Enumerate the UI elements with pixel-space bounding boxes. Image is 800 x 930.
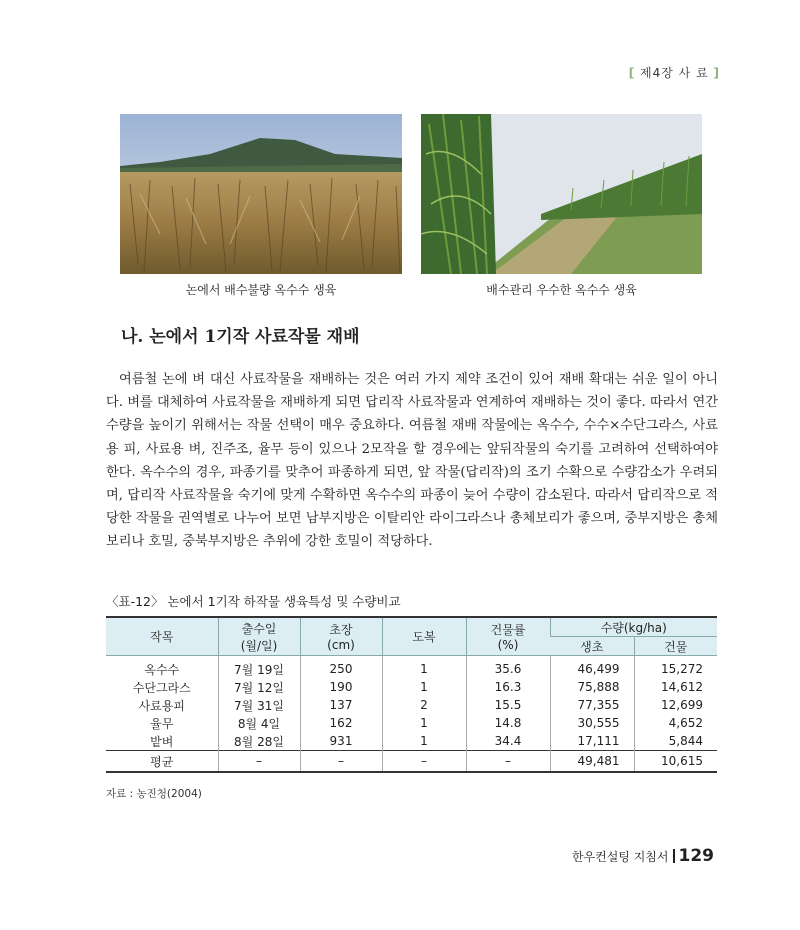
header-height-unit: (cm) <box>327 638 355 652</box>
header-lodging: 도복 <box>382 617 466 656</box>
chapter-label: 제4장 사 료 <box>640 66 709 80</box>
cell-fresh: 49,481 <box>550 751 634 773</box>
cell-dry-matter: 34.4 <box>466 732 550 751</box>
cell-dry-matter: 16.3 <box>466 678 550 696</box>
cell-height: – <box>300 751 382 773</box>
cell-date: 8월 4일 <box>218 714 300 732</box>
book-title: 한우컨설팅 지침서 <box>571 850 669 864</box>
cell-fresh: 46,499 <box>550 656 634 679</box>
bracket-left-icon: [ <box>628 66 636 80</box>
cell-lodging: 1 <box>382 714 466 732</box>
page-footer <box>572 846 714 866</box>
cell-crop: 사료용피 <box>138 698 185 713</box>
cell-dry-matter: – <box>466 751 550 773</box>
cell-height: 190 <box>300 678 382 696</box>
cell-height: 250 <box>300 656 382 679</box>
cell-date: 7월 19일 <box>218 656 300 679</box>
cell-height: 137 <box>300 696 382 714</box>
cell-dry: 14,612 <box>634 678 717 696</box>
table-average-row <box>106 751 717 773</box>
cell-dry: 5,844 <box>634 732 717 751</box>
cell-lodging: 2 <box>382 696 466 714</box>
table-row <box>106 696 717 714</box>
table-caption: 〈표-12〉 논에서 1기작 하작물 생육특성 및 수량비교 <box>106 594 401 609</box>
cell-height: 162 <box>300 714 382 732</box>
body-paragraph: 여름철 논에 벼 대신 사료작물을 재배하는 것은 여러 가지 제약 조건이 있어 재배 확대는 쉬운 일이 아니다. 벼를 대체하여 사료작물을 재배하게 되면 답리작 사료작물과 연계하여 재배하는 것이 좋다. 따라서 연간 수량을 높이기 위해서는 작물 선택이 매우 중요하다. 여름철 재배 작물에는 옥수수, 수수×수단그라스, 사료용 피, 사료용 벼, 진주조, 율무 등이 있으나 2모작을 할 경우에는 앞뒤작물의 숙기를 고려하여 선택하여야 한다. 옥수수의 경우, 파종기를 맞추어 파종하게 되면, 앞 작물(답리작)의 조기 수확으로 수량감소가 우려되며, 답리작 사료작물을 숙기에 맞게 수확하면 옥수수의 파종이 늦어 수량이 감소된다. 따라서 답리작으로 적당한 작물을 권역별로 나누어 보면 남부지방은 이탈리안 라이그라스나 총체보리가 좋으며, 중부지방은 총체보리나 호밀, 중북부지방은 추위에 강한 호밀이 적당하다. <box>106 372 718 550</box>
header-heading-date-unit: (월/일) <box>240 638 278 653</box>
table-row <box>106 714 717 732</box>
cell-height: 931 <box>300 732 382 751</box>
chapter-tag <box>629 64 720 81</box>
cell-date: 7월 31일 <box>218 696 300 714</box>
table-row <box>106 656 717 679</box>
cell-dry-matter: 15.5 <box>466 696 550 714</box>
photo-caption-left: 논에서 배수불량 옥수수 생육 <box>185 283 337 297</box>
cell-crop: 밭벼 <box>150 734 174 749</box>
cell-dry: 10,615 <box>634 751 717 773</box>
header-height-label: 초장 <box>329 623 353 637</box>
table-source: 자료 : 농진청(2004) <box>106 788 202 800</box>
header-dry-matter <box>466 617 550 656</box>
header-dry-matter-unit: (%) <box>497 638 519 652</box>
photo-well-drained-corn <box>421 114 702 274</box>
cell-dry: 15,272 <box>634 656 717 679</box>
cell-dry-matter: 14.8 <box>466 714 550 732</box>
table-row <box>106 732 717 751</box>
cell-lodging: 1 <box>382 678 466 696</box>
cell-crop: 수단그라스 <box>132 680 191 695</box>
header-yield: 수량(kg/ha) <box>550 617 717 637</box>
page-number: 129 <box>678 846 714 866</box>
table-row <box>106 678 717 696</box>
cell-fresh: 77,355 <box>550 696 634 714</box>
cell-crop: 율무 <box>150 716 174 731</box>
cell-dry: 4,652 <box>634 714 717 732</box>
header-heading-date <box>218 617 300 656</box>
yield-comparison-table <box>106 616 717 773</box>
cell-dry-matter: 35.6 <box>466 656 550 679</box>
photo-poorly-drained-corn <box>120 114 402 274</box>
header-crop: 작목 <box>106 617 218 656</box>
header-dry-matter-label: 건물률 <box>490 623 526 637</box>
cell-fresh: 17,111 <box>550 732 634 751</box>
photo-caption-right: 배수관리 우수한 옥수수 생육 <box>486 283 637 297</box>
table-header-row <box>106 617 717 637</box>
header-fresh: 생초 <box>550 637 634 656</box>
cell-lodging: 1 <box>382 732 466 751</box>
header-height <box>300 617 382 656</box>
cell-date: – <box>218 751 300 773</box>
header-heading-date-label: 출수일 <box>241 621 277 636</box>
cell-lodging: 1 <box>382 656 466 679</box>
cell-date: 7월 12일 <box>218 678 300 696</box>
cell-fresh: 75,888 <box>550 678 634 696</box>
footer-divider <box>673 849 675 863</box>
header-dry: 건물 <box>634 637 717 656</box>
cell-dry: 12,699 <box>634 696 717 714</box>
cell-crop: 옥수수 <box>144 662 180 677</box>
bracket-right-icon: ] <box>713 66 720 80</box>
cell-crop: 평균 <box>106 751 218 773</box>
section-title: 나. 논에서 1기작 사료작물 재배 <box>121 327 360 347</box>
cell-date: 8월 28일 <box>218 732 300 751</box>
cell-fresh: 30,555 <box>550 714 634 732</box>
cell-lodging: – <box>382 751 466 773</box>
